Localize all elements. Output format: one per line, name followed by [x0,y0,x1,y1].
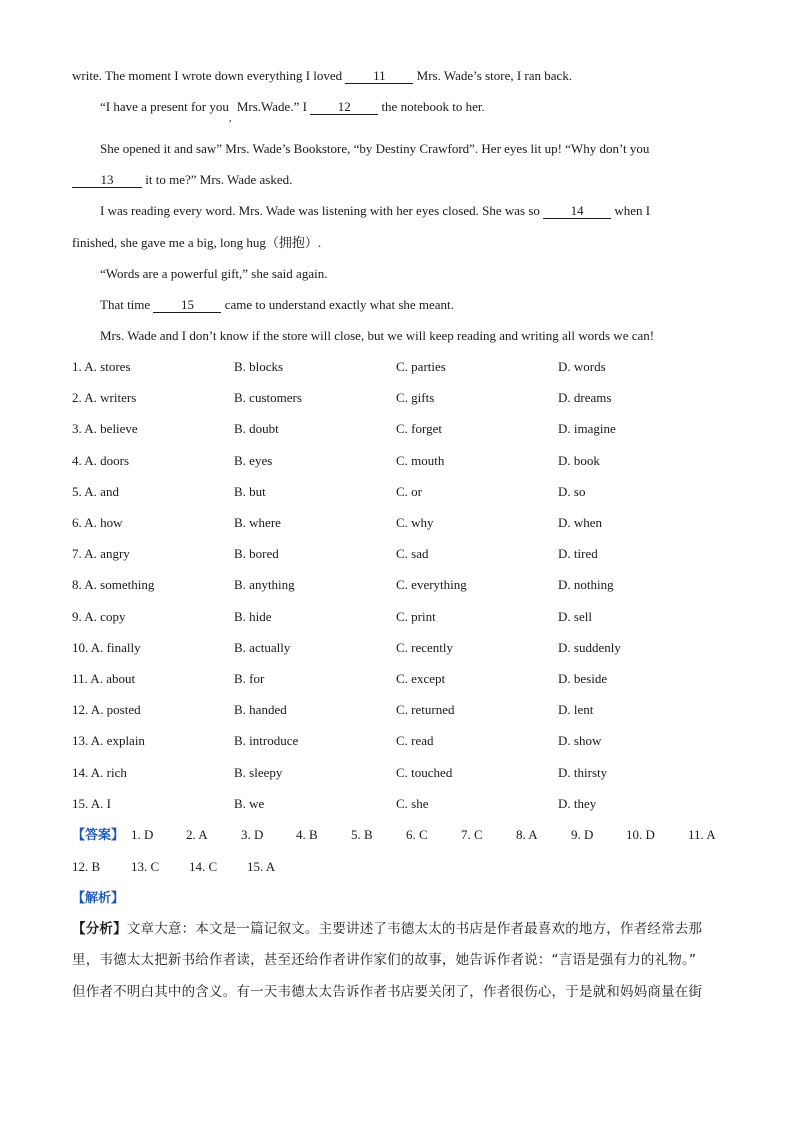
option-c: C. print [396,608,436,624]
passage-comma: , [228,112,232,124]
option-row [72,608,732,626]
option-a: 15. A. I [72,795,111,811]
option-b: B. we [234,795,265,811]
analysis-line-1 [72,919,724,939]
answer-item: 12. B [72,859,101,874]
option-d: D. book [558,452,600,468]
option-row [72,639,732,657]
analysis-line-3: 但作者不明白其中的含义。有一天韦德太太告诉作者书店要关闭了，作者很伤心，于是就和妈妈商量在街 [72,984,703,1000]
option-a: 9. A. copy [72,608,126,624]
option-a: 14. A. rich [72,764,127,780]
option-b: B. handed [234,702,287,718]
option-row [72,452,732,470]
option-b: B. blocks [234,359,284,374]
option-c: C. parties [396,359,446,374]
option-a: 2. A. writers [72,390,137,406]
option-c: C. or [396,483,422,499]
option-b: B. doubt [234,421,279,437]
option-row [72,670,732,688]
answer-item: 11. A [688,827,716,842]
analysis-tag: 【解析】 [72,891,125,906]
option-row [72,701,732,719]
analysis-label [72,889,124,908]
blank-14: 14 [543,203,611,219]
answer-item: 9. D [571,827,594,842]
option-row [72,358,732,376]
passage-text: Mrs. Wade’s store, I ran back. [413,68,573,83]
passage-line-7: “Words are a powerful gift,” she said again. [100,266,328,281]
option-c: C. returned [396,702,455,718]
option-row [72,483,732,501]
option-b: B. hide [234,608,272,624]
answer-item: 5. B [351,827,373,842]
option-b: B. anything [234,577,295,593]
passage-text: Mrs.Wade.” I [233,99,311,114]
answer-item: 1. D [131,827,154,842]
option-d: D. imagine [558,421,616,437]
option-d: D. nothing [558,577,614,593]
answer-item: 15. A [247,859,276,874]
passage-text: it to me?” Mrs. Wade asked. [142,172,293,187]
passage-line-9: Mrs. Wade and I don’t know if the store will close, but we will keep reading and writing all words we can! [100,328,655,343]
option-a: 4. A. doors [72,452,130,468]
answer-tag: 【答案】 [72,828,125,843]
option-c: C. she [396,795,429,811]
answer-item: 3. D [241,827,264,842]
option-row [72,514,732,532]
option-d: D. dreams [558,390,612,406]
passage-text: write. The moment I wrote down everything I loved [72,68,346,83]
option-row [72,764,732,782]
option-a: 6. A. how [72,515,123,530]
option-c: C. forget [396,421,442,437]
option-row [72,576,732,594]
option-d: D. when [558,515,603,530]
passage-text: That time [100,297,154,312]
blank-12: 12 [310,99,378,115]
option-a: 3. A. believe [72,421,138,437]
option-c: C. touched [396,764,453,780]
passage-text: I was reading every word. Mrs. Wade was listening with her eyes closed. She was so [100,203,544,218]
option-a: 13. A. explain [72,733,145,749]
answer-item: 2. A [186,827,208,842]
answer-item: 4. B [296,827,318,842]
passage-line-5 [100,202,724,220]
option-b: B. actually [234,639,291,655]
answer-label [72,826,124,845]
option-d: D. suddenly [558,639,621,655]
option-c: C. sad [396,546,429,562]
answer-item: 10. D [626,827,655,842]
option-d: D. so [558,483,586,499]
answer-item: 13. C [131,859,160,874]
option-c: C. except [396,671,446,686]
passage-line-4 [72,171,724,189]
option-b: B. for [234,671,265,686]
blank-13: 13 [72,172,142,188]
option-b: B. but [234,483,266,499]
answer-item: 6. C [406,827,428,842]
option-d: D. tired [558,546,598,562]
option-b: B. introduce [234,733,299,749]
option-row [72,545,732,563]
passage-line-1 [72,67,724,85]
option-c: C. read [396,733,434,749]
option-c: C. recently [396,639,454,655]
option-c: C. everything [396,577,467,593]
option-d: D. show [558,733,602,749]
option-row [72,389,732,407]
analysis-line-2: 里，韦德太太把新书给作者读，甚至还给作者讲作家们的故事，她告诉作者说：“言语是强有力的礼物。” [72,952,697,968]
passage-text: “I have a present for you [100,99,229,114]
option-d: D. beside [558,671,608,686]
option-row [72,732,732,750]
passage-line-2 [100,98,724,124]
option-b: B. eyes [234,452,273,468]
blank-15: 15 [153,297,221,313]
passage-line-8 [100,296,724,314]
answer-item: 8. A [516,827,538,842]
option-a: 7. A. angry [72,546,130,562]
option-row [72,795,732,813]
option-a: 1. A. stores [72,359,131,374]
passage-line-3: She opened it and saw” Mrs. Wade’s Bookstore, “by Destiny Crawford”. Her eyes lit up! “Why don’t you [100,141,650,156]
analysis-text: 文章大意：本文是一篇记叙文。主要讲述了韦德太太的书店是作者最喜欢的地方，作者经常去那 [126,921,703,937]
option-c: C. why [396,515,434,530]
option-c: C. mouth [396,452,445,468]
option-b: B. bored [234,546,279,562]
passage-line-6: finished, she gave me a big, long hug（拥抱）. [72,235,322,250]
option-b: B. customers [234,390,302,406]
option-d: D. thirsty [558,764,608,780]
option-c: C. gifts [396,390,435,406]
passage-text: came to understand exactly what she meant. [221,297,454,312]
option-a: 10. A. finally [72,639,141,655]
option-row [72,420,732,438]
option-a: 8. A. something [72,577,155,593]
option-d: D. words [558,359,606,374]
option-b: B. sleepy [234,764,283,780]
passage-text: the notebook to her. [378,99,485,114]
answer-item: 7. C [461,827,483,842]
passage-text: when I [611,203,651,218]
option-a: 11. A. about [72,671,136,686]
option-a: 12. A. posted [72,702,141,718]
option-d: D. they [558,795,597,811]
option-a: 5. A. and [72,483,119,499]
option-d: D. lent [558,702,594,718]
answer-item: 14. C [189,859,218,874]
blank-11: 11 [345,68,413,84]
option-d: D. sell [558,608,592,624]
fenxi-tag: 【分析】 [72,921,127,937]
option-b: B. where [234,515,281,530]
